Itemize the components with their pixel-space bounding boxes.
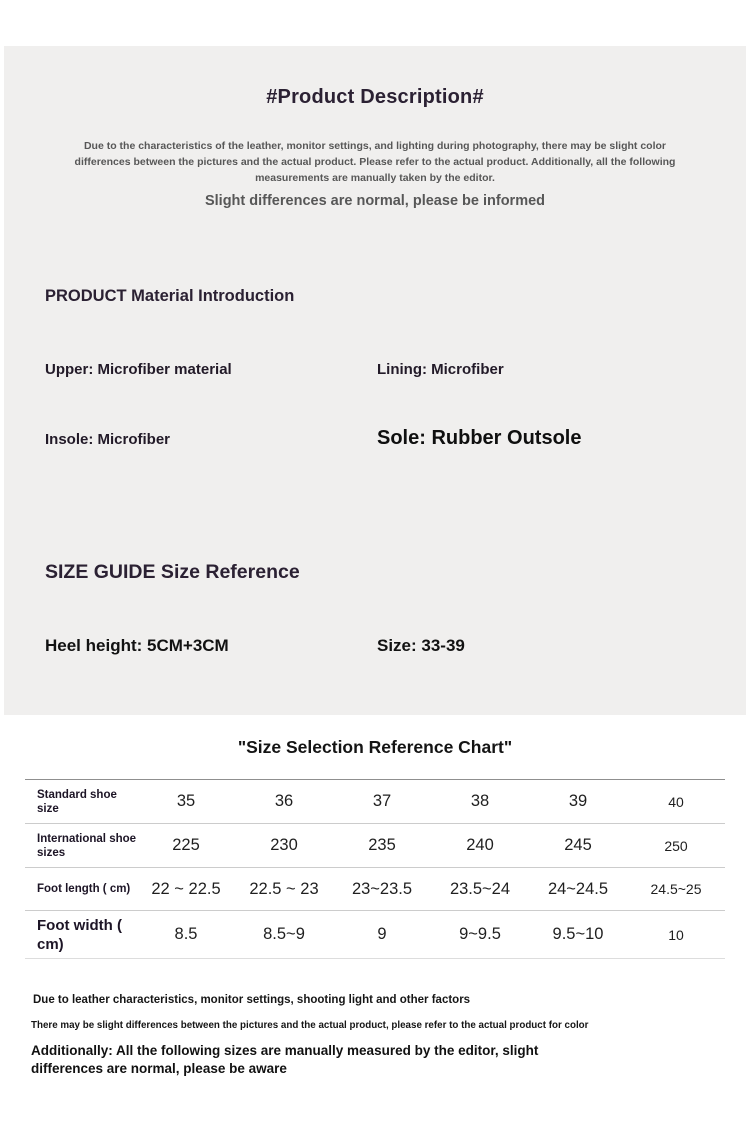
note-additionally: Additionally: All the following sizes are manually measured by the editor, slight differences are normal, please be aware: [31, 1043, 539, 1076]
table-cell: 23~23.5: [351, 879, 413, 898]
note-differences: There may be slight differences between the pictures and the actual product, please refer to the actual product for color: [31, 1020, 589, 1031]
table-cell: 9~9.5: [459, 925, 501, 943]
table-cell: 240: [466, 836, 494, 854]
table-cell: 38: [470, 792, 490, 810]
color-disclaimer-text: Due to the characteristics of the leather, monitor settings, and lighting during photography, there may be slight color differences between the pictures and the actual product. Please refer to the actual product. Additionally, all the following measurements are manually taken by the editor.: [74, 140, 676, 184]
size-chart-title: "Size Selection Reference Chart": [237, 737, 513, 757]
material-intro-heading: PRODUCT Material Introduction: [45, 287, 295, 305]
row-label: Foot width ( cm): [37, 916, 122, 953]
table-cell: 245: [564, 836, 592, 854]
material-sole: Sole: Rubber Outsole: [377, 427, 582, 449]
table-cell: 9: [377, 925, 387, 943]
table-cell: 39: [568, 792, 588, 810]
table-row-foot-length: [25, 868, 725, 911]
table-cell: 230: [270, 836, 298, 854]
material-row-upper-lining: [45, 360, 746, 379]
material-row-insole-sole: [45, 427, 746, 450]
disclaimer-emphasis: Slight differences are normal, please be informed: [204, 193, 546, 209]
size-range-text: Size: 33-39: [377, 636, 465, 655]
table-cell: 250: [664, 837, 688, 854]
table-cell: 225: [172, 836, 200, 854]
table-cell: 10: [668, 926, 684, 943]
table-cell: 23.5~24: [449, 879, 511, 898]
table-cell: 22 ~ 22.5: [151, 879, 221, 898]
table-row-standard-size: [25, 780, 725, 824]
table-cell: 37: [372, 792, 392, 810]
table-row-international-size: [25, 824, 725, 868]
table-cell: 8.5: [174, 925, 198, 943]
size-guide-heading: SIZE GUIDE Size Reference: [45, 561, 300, 583]
note-factors: Due to leather characteristics, monitor settings, shooting light and other factors: [33, 994, 471, 1006]
table-cell: 235: [368, 836, 396, 854]
table-cell: 22.5 ~ 23: [249, 879, 319, 898]
size-chart-section: [0, 715, 750, 1078]
table-cell: 8.5~9: [263, 925, 305, 943]
size-table: [25, 779, 725, 959]
table-cell: 36: [274, 792, 294, 810]
material-insole: Insole: Microfiber: [45, 431, 171, 448]
material-lining: Lining: Microfiber: [377, 361, 504, 378]
row-label: Standard shoe size: [37, 788, 117, 815]
chart-notes: [31, 993, 690, 1078]
table-cell: 24.5~25: [650, 881, 702, 897]
row-label: Foot length ( cm): [37, 883, 131, 895]
table-cell: 24~24.5: [547, 879, 609, 898]
material-upper: Upper: Microfiber material: [45, 361, 232, 378]
table-cell: 40: [668, 793, 684, 810]
product-description-card: [4, 46, 746, 715]
table-cell: 9.5~10: [552, 925, 604, 943]
table-row-foot-width: [25, 911, 725, 959]
table-cell: 35: [176, 792, 196, 810]
row-label: International shoe sizes: [37, 832, 137, 859]
product-description-title: #Product Description#: [266, 86, 484, 108]
heel-height-text: Heel height: 5CM+3CM: [45, 636, 229, 655]
heel-size-row: [45, 634, 746, 658]
